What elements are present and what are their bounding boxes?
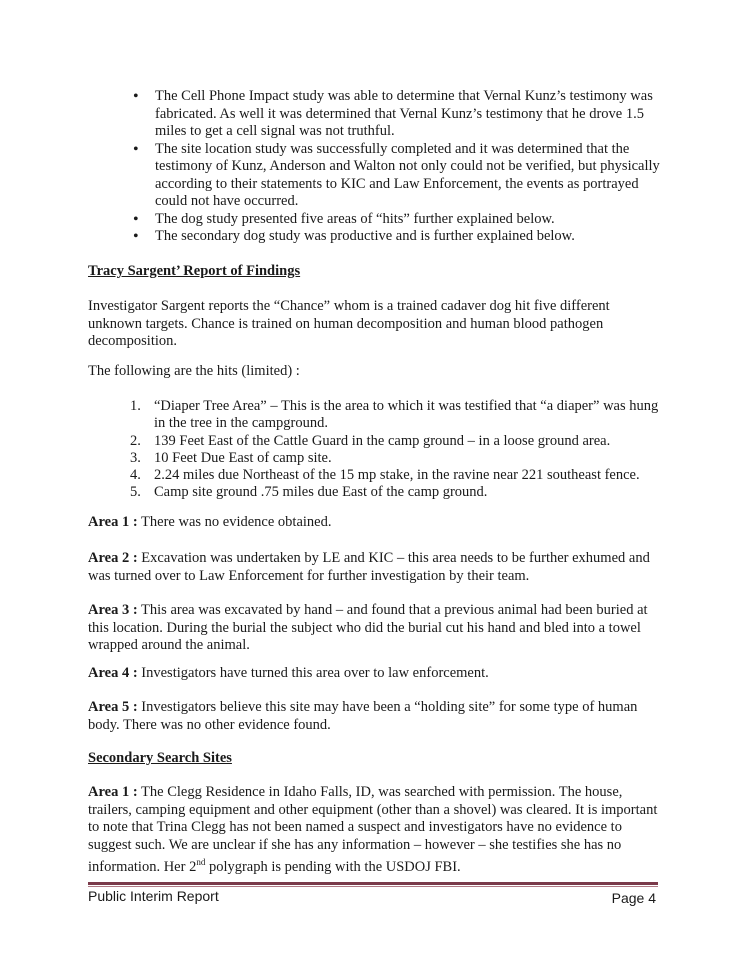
area-label: Area 1 : [88,784,138,800]
area-5-paragraph [88,699,660,734]
area-2-paragraph [88,550,660,585]
hits-intro: The following are the hits (limited) : [88,363,300,379]
list-item [130,450,670,467]
list-text: “Diaper Tree Area” – This is the area to which it was testified that “a diaper” was hung in the tree in the campground. [154,398,659,432]
area-text: Investigators believe this site may have been a “holding site” for some type of human body. There was no other evidence found. [88,699,638,733]
footer-page-number: Page 4 [611,890,656,906]
list-item [130,484,670,501]
area-1-paragraph [88,514,660,532]
area-text-end: polygraph is pending with the USDOJ FBI. [205,858,461,875]
area-text: Investigators have turned this area over to law enforcement. [137,665,489,681]
secondary-area-1-paragraph [88,784,660,876]
list-item [130,467,670,484]
list-text: Camp site ground .75 miles due East of the camp ground. [154,484,488,501]
bullet-item: • The site location study was successfully completed and it was determined that the testimony of Kunz, Anderson and Walton not only could not be verified, but physically according to their statements to KIC and Law Enforcement, the events as portrayed could not have occurred. [133,141,663,211]
findings-bullet-list [133,88,663,246]
footer-report-title: Public Interim Report [88,888,219,904]
list-text: 10 Feet Due East of camp site. [154,449,332,466]
list-number: 3. [130,449,141,466]
area-3-paragraph [88,602,660,655]
bullet-item: • The dog study presented five areas of “hits” further explained below. [133,211,663,229]
sargent-report-heading: Tracy Sargent’ Report of Findings [88,263,301,279]
list-number: 2. [130,432,141,449]
area-label: Area 5 : [88,699,138,715]
hits-list [130,398,670,502]
footer-rule-thin [88,886,658,887]
area-text: The Clegg Residence in Idaho Falls, ID, was searched with permission. The house, trailers, camping equipment and other equipment (other than a shovel) was cleared. It is important to note that Trina Clegg has not been named a suspect and investigators have no evidence to suggest such. We are unclear if she has any information – however – she testifies she has no information. Her 2 [88,784,658,875]
area-text: There was no evidence obtained. [137,514,332,530]
list-item [130,398,670,433]
area-text: Excavation was undertaken by LE and KIC – this area needs to be further exhumed and was turned over to Law Enforcement for further investigation by their team. [88,550,650,584]
secondary-search-heading: Secondary Search Sites [88,750,232,766]
area-label: Area 3 : [88,602,138,618]
list-text: 139 Feet East of the Cattle Guard in the camp ground – in a loose ground area. [154,432,611,449]
footer-rule [88,882,658,885]
ordinal-superscript: nd [196,857,206,867]
list-number: 4. [130,467,141,484]
area-label: Area 4 : [88,665,138,681]
bullet-item: • The Cell Phone Impact study was able to determine that Vernal Kunz’s testimony was fabricated. As well it was determined that Vernal Kunz’s testimony that he drove 1.5 miles to get a cell signal was not truthful. [133,88,663,141]
list-number: 5. [130,484,141,501]
list-item [130,433,670,450]
area-4-paragraph [88,665,660,683]
list-text: 2.24 miles due Northeast of the 15 mp stake, in the ravine near 221 southeast fence. [154,467,640,484]
sargent-report-paragraph: Investigator Sargent reports the “Chance” whom is a trained cadaver dog hit five different unknown targets. Chance is trained on human decomposition and human blood pathogen decomposition. [88,298,610,349]
area-label: Area 2 : [88,550,138,566]
area-text: This area was excavated by hand – and found that a previous animal had been buried at this location. During the burial the subject who did the burial cut his hand and bled into a towel wrapped around the animal. [88,602,648,653]
list-number: 1. [130,398,141,414]
area-label: Area 1 : [88,514,138,530]
bullet-item: • The secondary dog study was productive and is further explained below. [133,228,663,246]
